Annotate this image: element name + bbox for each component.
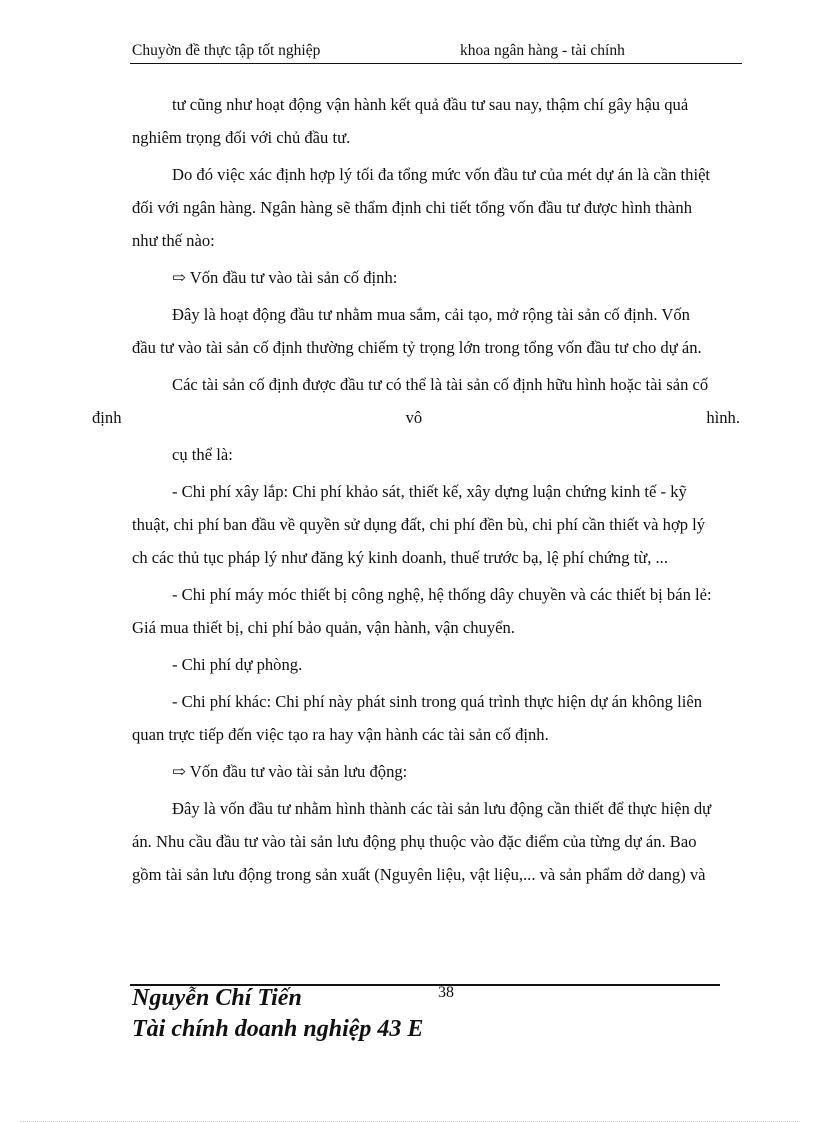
text-line: nghiêm trọng đối với chủ đầu tư. [132, 128, 351, 147]
page-header [132, 40, 742, 64]
paragraph-1 [132, 88, 740, 154]
justified-line [92, 401, 740, 434]
text-line: đầu tư vào tài sản cố định thường chiếm tỷ trọng lớn trong tổng vốn đầu tư cho dự án. [132, 338, 702, 357]
paragraph-5 [132, 438, 740, 471]
paragraph-8 [132, 648, 740, 681]
text-line: - Chi phí máy móc thiết bị công nghệ, hệ thống dây chuyền và các thiết bị bán lẻ: [172, 585, 712, 604]
text-line: - Chi phí xây lắp: Chi phí khảo sát, thiết kế, xây dựng luận chứng kinh tế - kỹ [172, 482, 687, 501]
text-line: - Chi phí dự phòng. [172, 655, 303, 674]
text-line: thuật, chi phí ban đầu về quyền sử dụng đất, chi phí đền bù, chi phí cần thiết và hợp lý [132, 515, 706, 534]
text-line: án. Nhu cầu đầu tư vào tài sản lưu động phụ thuộc vào đặc điểm của từng dự án. Bao [132, 832, 697, 851]
text-line: tư cũng như hoạt động vận hành kết quả đầu tư sau nay, thậm chí gây hậu quả [172, 95, 689, 114]
text-line: cụ thể là: [172, 445, 233, 464]
bullet-fixed-assets [132, 261, 740, 294]
paragraph-4 [92, 368, 740, 434]
text-line: gồm tài sản lưu động trong sản xuất (Nguyên liệu, vật liệu,... và sản phẩm dở dang) và [132, 865, 706, 884]
text-line: Các tài sản cố định được đầu tư có thể là tài sản cố định hữu hình hoặc tài sản cố [172, 375, 709, 394]
paragraph-3 [132, 298, 740, 364]
text-line: quan trực tiếp đến việc tạo ra hay vận hành các tài sản cố định. [132, 725, 549, 744]
word: vô [405, 408, 423, 427]
paragraph-9 [132, 685, 740, 751]
text-line: Giá mua thiết bị, chi phí bảo quản, vận hành, vận chuyển. [132, 618, 515, 637]
header-left-text: Chuyờn đề thực tập tốt nghiệp [132, 42, 321, 59]
bullet-current-assets [132, 755, 740, 788]
word: hình. [706, 408, 740, 427]
page-bottom-divider [20, 1121, 800, 1122]
text-line: Do đó việc xác định hợp lý tối đa tổng mức vốn đầu tư của mét dự án là cần thiệt [172, 165, 711, 184]
paragraph-10 [132, 792, 740, 891]
header-rule [130, 63, 742, 64]
bullet-heading: ⇨ Vốn đầu tư vào tài sản lưu động: [172, 762, 408, 781]
footer-author: Nguyễn Chí Tiến [132, 985, 302, 1011]
text-line: đối với ngân hàng. Ngân hàng sẽ thẩm định chi tiết tổng vốn đầu tư được hình thành [132, 198, 692, 217]
word: định [92, 408, 122, 427]
footer-class: Tài chính doanh nghiệp 43 E [132, 1016, 424, 1042]
page-number: 38 [438, 984, 454, 1001]
text-line: Đây là hoạt động đầu tư nhằm mua sắm, cải tạo, mở rộng tài sản cố định. Vốn [172, 305, 690, 324]
text-line: - Chi phí khác: Chi phí này phát sinh trong quá trình thực hiện dự án không liên [172, 692, 703, 711]
bullet-heading: ⇨ Vốn đầu tư vào tài sản cố định: [172, 268, 398, 287]
text-line: như thế nào: [132, 231, 215, 250]
paragraph-6 [132, 475, 740, 574]
text-line: Đây là vốn đầu tư nhằm hình thành các tài sản lưu động cần thiết để thực hiện dự [172, 799, 712, 818]
text-line: ch các thủ tục pháp lý như đăng ký kinh doanh, thuế trước bạ, lệ phí chứng từ, ... [132, 548, 668, 567]
paragraph-7 [132, 578, 740, 644]
document-body [92, 88, 740, 895]
header-right-text: khoa ngân hàng - tài chính [460, 42, 625, 59]
paragraph-2 [132, 158, 740, 257]
